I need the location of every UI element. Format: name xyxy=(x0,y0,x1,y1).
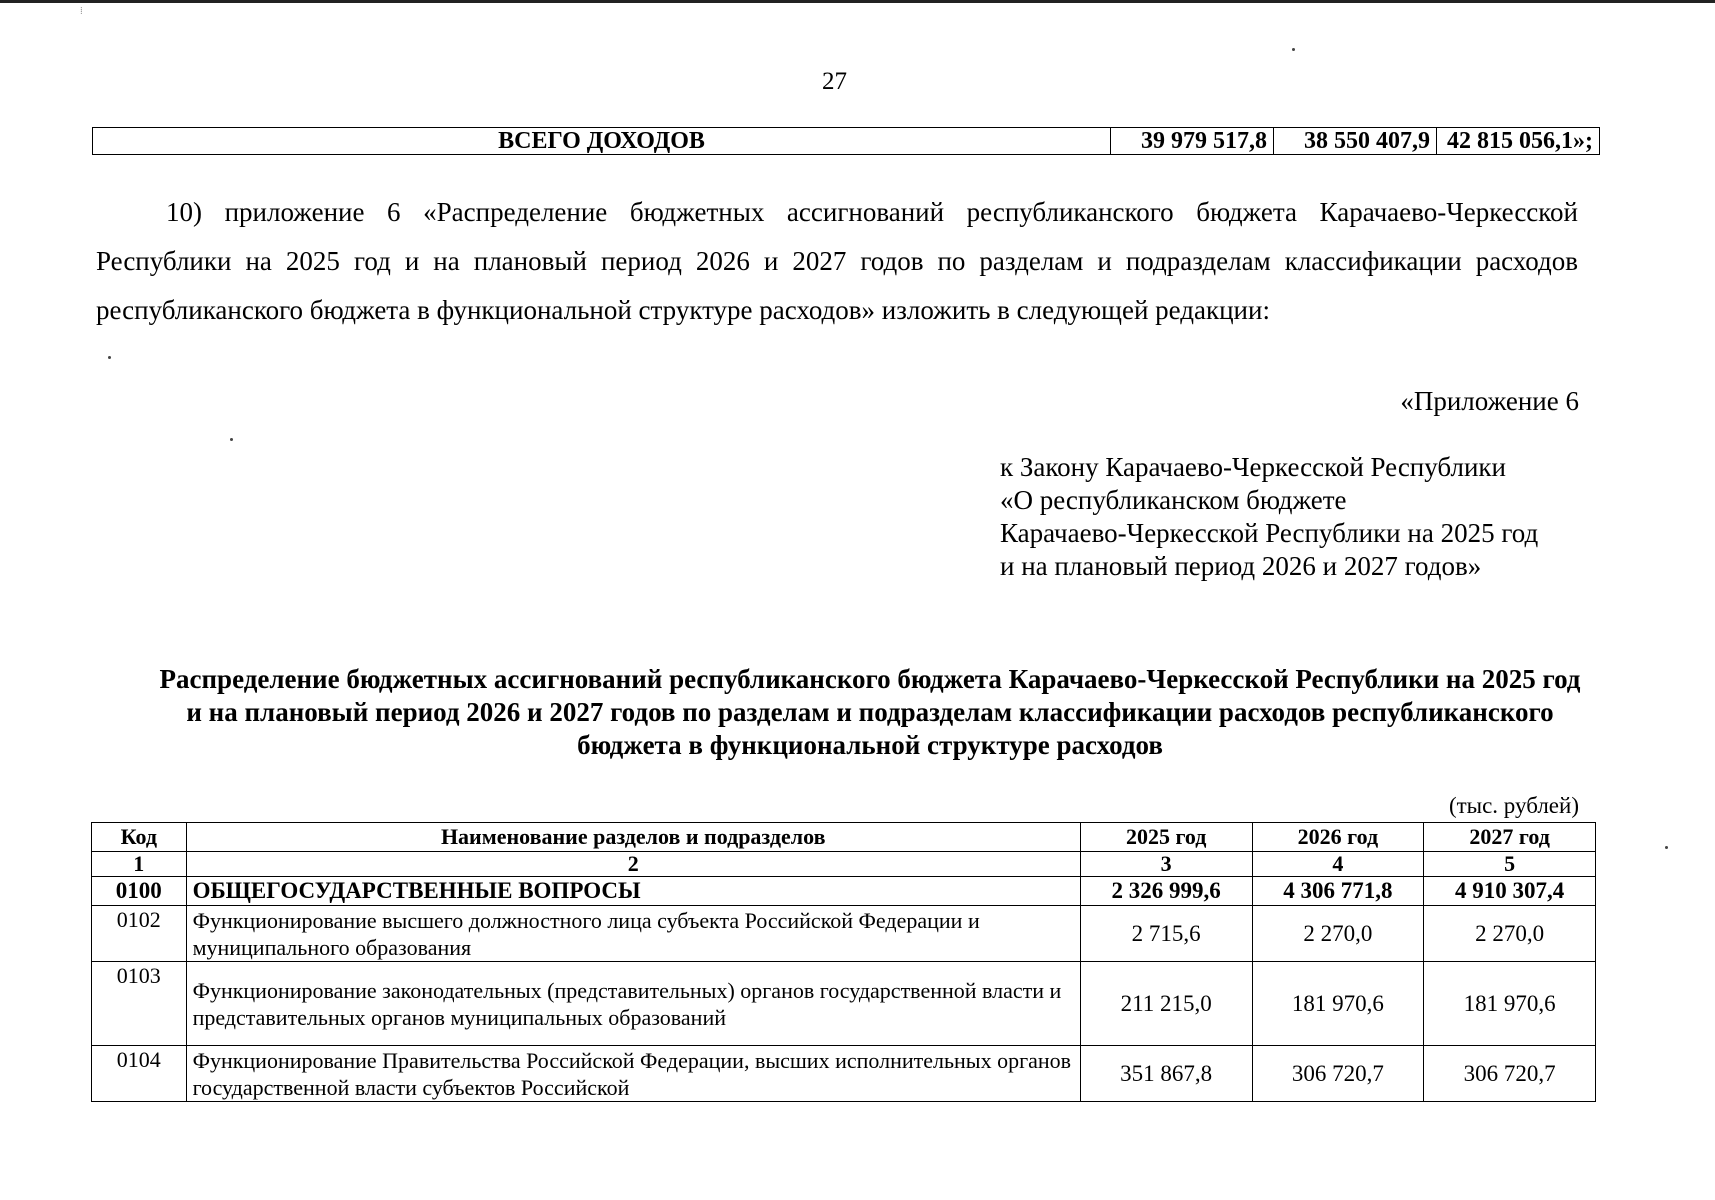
header-name: Наименование разделов и подразделов xyxy=(186,823,1080,852)
column-number: 1 xyxy=(92,852,187,877)
header-2026: 2026 год xyxy=(1252,823,1424,852)
row-name: Функционирование Правительства Российской Федерации, высших исполнительных органов государственной власти субъектов Российской xyxy=(186,1046,1080,1102)
total-label: ВСЕГО ДОХОДОВ xyxy=(93,128,1111,155)
appendix-title: «Приложение 6 xyxy=(1400,386,1579,416)
page-number: 27 xyxy=(822,68,847,95)
scan-dot xyxy=(1292,48,1295,51)
row-value-2027: 181 970,6 xyxy=(1424,962,1596,1046)
row-name: Функционирование высшего должностного лица субъекта Российской Федерации и муниципального образования xyxy=(186,906,1080,962)
table-row xyxy=(92,877,1596,906)
row-value-2025: 211 215,0 xyxy=(1080,962,1252,1046)
column-number: 2 xyxy=(186,852,1080,877)
table-row xyxy=(92,962,1596,1046)
document-heading: Распределение бюджетных ассигнований республиканского бюджета Карачаево-Черкесской Республики на 2025 год и на плановый период 2026 и 2027 годов по разделам и подразделам классификации расходов республиканского бюджета в функциональной структуре расходов xyxy=(159,664,1581,760)
row-name: ОБЩЕГОСУДАРСТВЕННЫЕ ВОПРОСЫ xyxy=(186,877,1080,906)
row-code: 0104 xyxy=(92,1046,187,1102)
header-code: Код xyxy=(92,823,187,852)
column-number-row xyxy=(92,852,1596,877)
row-value-2027: 4 910 307,4 xyxy=(1424,877,1596,906)
top-border-line xyxy=(0,0,1715,3)
row-value-2025: 2 326 999,6 xyxy=(1080,877,1252,906)
scan-dot xyxy=(230,438,233,441)
table-header-row xyxy=(92,823,1596,852)
scan-dot xyxy=(1665,846,1668,849)
header-2025: 2025 год xyxy=(1080,823,1252,852)
row-name: Функционирование законодательных (представительных) органов государственной власти и представительных органов муниципальных образований xyxy=(186,962,1080,1046)
scan-artifact: ⁞ xyxy=(80,6,83,17)
table-row xyxy=(92,906,1596,962)
row-value-2026: 2 270,0 xyxy=(1252,906,1424,962)
unit-note: (тыс. рублей) xyxy=(1448,793,1579,818)
row-value-2027: 2 270,0 xyxy=(1424,906,1596,962)
row-code: 0103 xyxy=(92,962,187,1046)
total-row xyxy=(93,128,1600,155)
row-value-2026: 4 306 771,8 xyxy=(1252,877,1424,906)
law-reference-line: и на плановый период 2026 и 2027 годов» xyxy=(1000,551,1482,581)
budget-allocation-table xyxy=(91,822,1596,1102)
law-reference-line: Карачаево-Черкесской Республики на 2025 год xyxy=(1000,518,1539,548)
row-value-2025: 2 715,6 xyxy=(1080,906,1252,962)
total-income-table xyxy=(92,127,1600,155)
law-reference-line: к Закону Карачаево-Черкесской Республики xyxy=(1000,452,1506,482)
column-number: 5 xyxy=(1424,852,1596,877)
total-value-2026: 38 550 407,9 xyxy=(1274,128,1437,155)
total-value-2027: 42 815 056,1»; xyxy=(1437,128,1600,155)
header-2027: 2027 год xyxy=(1424,823,1596,852)
law-reference xyxy=(1000,451,1538,583)
row-value-2026: 181 970,6 xyxy=(1252,962,1424,1046)
amendment-text: 10) приложение 6 «Распределение бюджетных ассигнований республиканского бюджета Карачаево-Черкесской Республики на 2025 год и на плановый период 2026 и 2027 годов по разделам и подразделам классификации расходов республиканского бюджета в функциональной структуре расходов» изложить в следующей редакции: xyxy=(96,197,1578,325)
column-number: 3 xyxy=(1080,852,1252,877)
law-reference-line: «О республиканском бюджете xyxy=(1000,485,1347,515)
row-value-2027: 306 720,7 xyxy=(1424,1046,1596,1102)
row-value-2026: 306 720,7 xyxy=(1252,1046,1424,1102)
total-value-2025: 39 979 517,8 xyxy=(1111,128,1274,155)
row-code: 0100 xyxy=(92,877,187,906)
scan-dot xyxy=(108,356,111,359)
table-row xyxy=(92,1046,1596,1102)
amendment-paragraph xyxy=(96,188,1578,335)
row-code: 0102 xyxy=(92,906,187,962)
column-number: 4 xyxy=(1252,852,1424,877)
row-value-2025: 351 867,8 xyxy=(1080,1046,1252,1102)
